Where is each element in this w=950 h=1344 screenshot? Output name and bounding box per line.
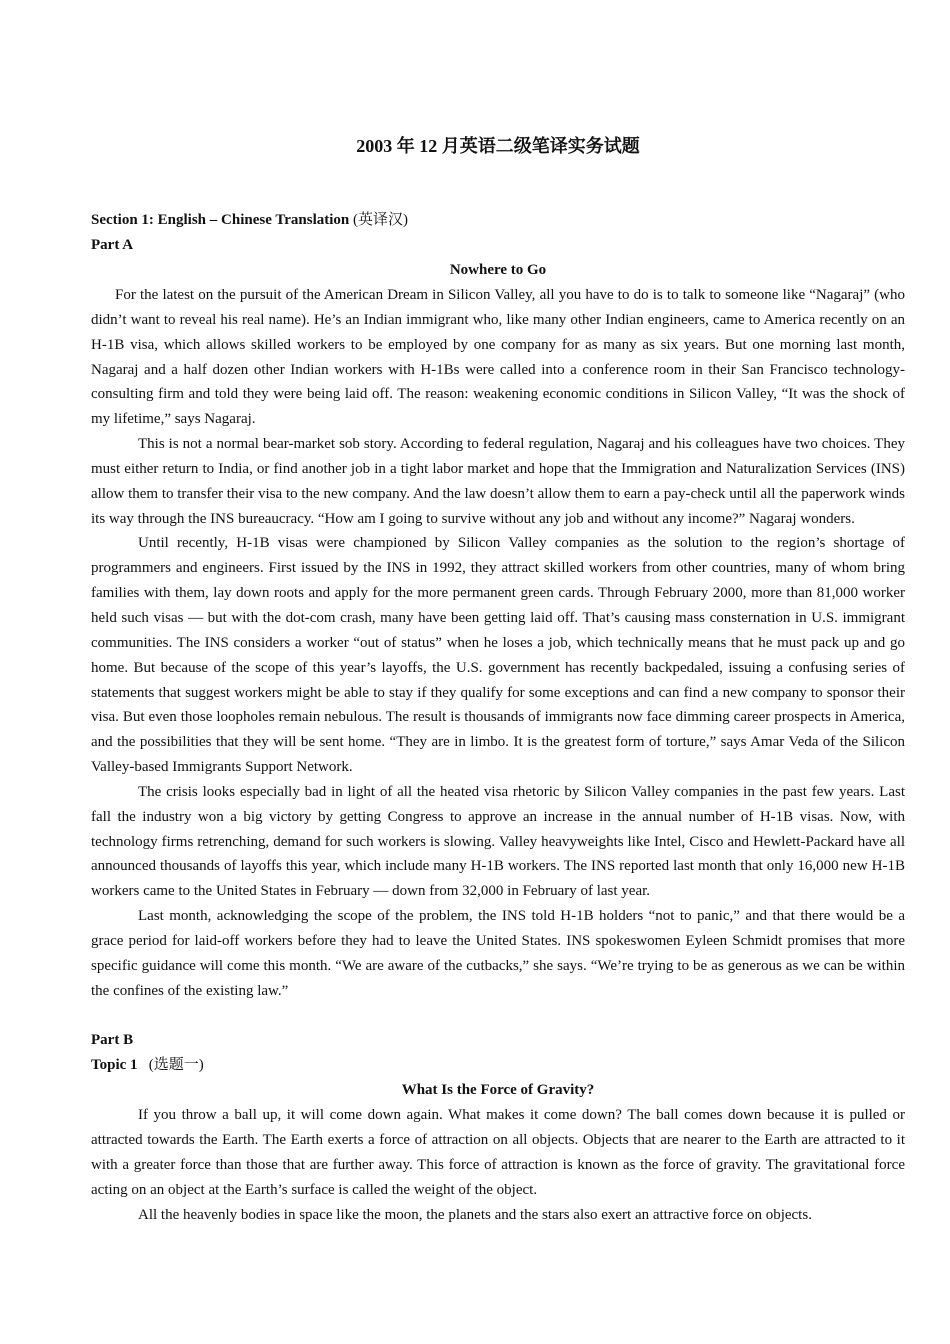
- section1-heading-cn: (英译汉): [353, 212, 408, 228]
- part-a-title: Nowhere to Go: [449, 262, 547, 278]
- topic-label-cn: (选题一): [148, 1057, 204, 1074]
- document-title: [91, 130, 905, 162]
- topic-heading: [91, 1053, 905, 1078]
- part-b-paragraph-2: All the heavenly bodies in space like the moon, the planets and the stars also exert an attractive force on objects.: [138, 1206, 812, 1223]
- part-a-label: Part A: [91, 237, 134, 253]
- section-spacer: [91, 1003, 905, 1028]
- section1-heading-text: Section 1: English – Chinese Translation: [91, 212, 350, 228]
- section1-heading: [91, 208, 905, 233]
- title-year-char: 年: [396, 136, 415, 156]
- part-a-paragraph-2: This is not a normal bear-market sob story. According to federal regulation, Nagaraj and his colleagues have two choices. They must either return to India, or find another job in a tight labor market and hope that the Immigration and Naturalization Services (INS) allow them to transfer their visa to the new company. And the law doesn’t allow them to earn a pay-check until all the paperwork winds its way through the INS bureaucracy. “How am I going to survive without any job and without any income?” Nagaraj wonders.: [91, 436, 905, 527]
- part-a-paragraph-5: Last month, acknowledging the scope of the problem, the INS told H-1B holders “not to panic,” and that there would be a grace period for laid-off workers before they had to leave the United States. INS spokeswomen Eyleen Schmidt promises that more specific guidance will come this month. “We are aware of the cutbacks,” she says. “We’re trying to be as generous as we can be within the confines of the existing law.”: [91, 908, 905, 999]
- document-page: [91, 130, 905, 1228]
- part-b-title: What Is the Force of Gravity?: [401, 1082, 595, 1099]
- topic-label: Topic 1: [91, 1057, 138, 1074]
- title-rest: 月英语二级笔译实务试题: [441, 136, 640, 156]
- part-a-paragraph-1: For the latest on the pursuit of the American Dream in Silicon Valley, all you have to do is to talk to someone like “Nagaraj” (who didn’t want to reveal his real name). He’s an Indian immigrant who, like many other Indian engineers, came to America recently on an H-1B visa, which allows skilled workers to be employed by one company for as many as six years. But one morning last month, Nagaraj and a half dozen other Indian workers with H-1Bs were called into a conference room in their San Francisco technology-consulting firm and told they were being laid off. The reason: weakening economic conditions in Silicon Valley, “It was the shock of my lifetime,” says Nagaraj.: [91, 287, 905, 428]
- title-month: 12: [419, 136, 438, 156]
- part-a-paragraph-4: The crisis looks especially bad in light of all the heated visa rhetoric by Silicon Valley companies in the past few years. Last fall the industry won a big victory by getting Congress to approve an increase in the annual number of H-1B visas. Now, with technology firms retrenching, demand for such workers is slowing. Valley heavyweights like Intel, Cisco and Hewlett-Packard have all announced thousands of layoffs this year, which include many H-1B workers. The INS reported last month that only 16,000 new H-1B workers came to the United States in February — down from 32,000 in February of last year.: [91, 783, 905, 900]
- title-year: 2003: [356, 136, 393, 156]
- part-a-paragraph-3: Until recently, H-1B visas were championed by Silicon Valley companies as the solution to the region’s shortage of programmers and engineers. First issued by the INS in 1992, they attract skilled workers from other countries, many of whom bring families with them, lay down roots and apply for the more permanent green cards. Through February 2000, more than 81,000 worker held such visas — but with the dot-com crash, many have been getting laid off. That’s causing mass consternation in U.S. immigrant communities. The INS considers a worker “out of status” when he loses a job, which technically means that he must pack up and go home. But because of the scope of this year’s layoffs, the U.S. government has recently backpedaled, issuing a confusing series of statements that suggest workers might be able to stay if they qualify for some exceptions and can find a new company to sponsor their visa. But even those loopholes remain nebulous. The result is thousands of immigrants now face dimming career prospects in America, and the possibilities that they will be sent home. “They are in limbo. It is the greatest form of torture,” says Amar Veda of the Silicon Valley-based Immigrants Support Network.: [91, 535, 905, 776]
- part-b-paragraph-1: If you throw a ball up, it will come down again. What makes it come down? The ball comes down because it is pulled or attracted towards the Earth. The Earth exerts a force of attraction on all objects. Objects that are nearer to the Earth are attracted to it with a greater force than those that are further away. This force of attraction is known as the force of gravity. The gravitational force acting on an object at the Earth’s surface is called the weight of the object.: [91, 1107, 905, 1198]
- part-b-label: Part B: [91, 1032, 134, 1049]
